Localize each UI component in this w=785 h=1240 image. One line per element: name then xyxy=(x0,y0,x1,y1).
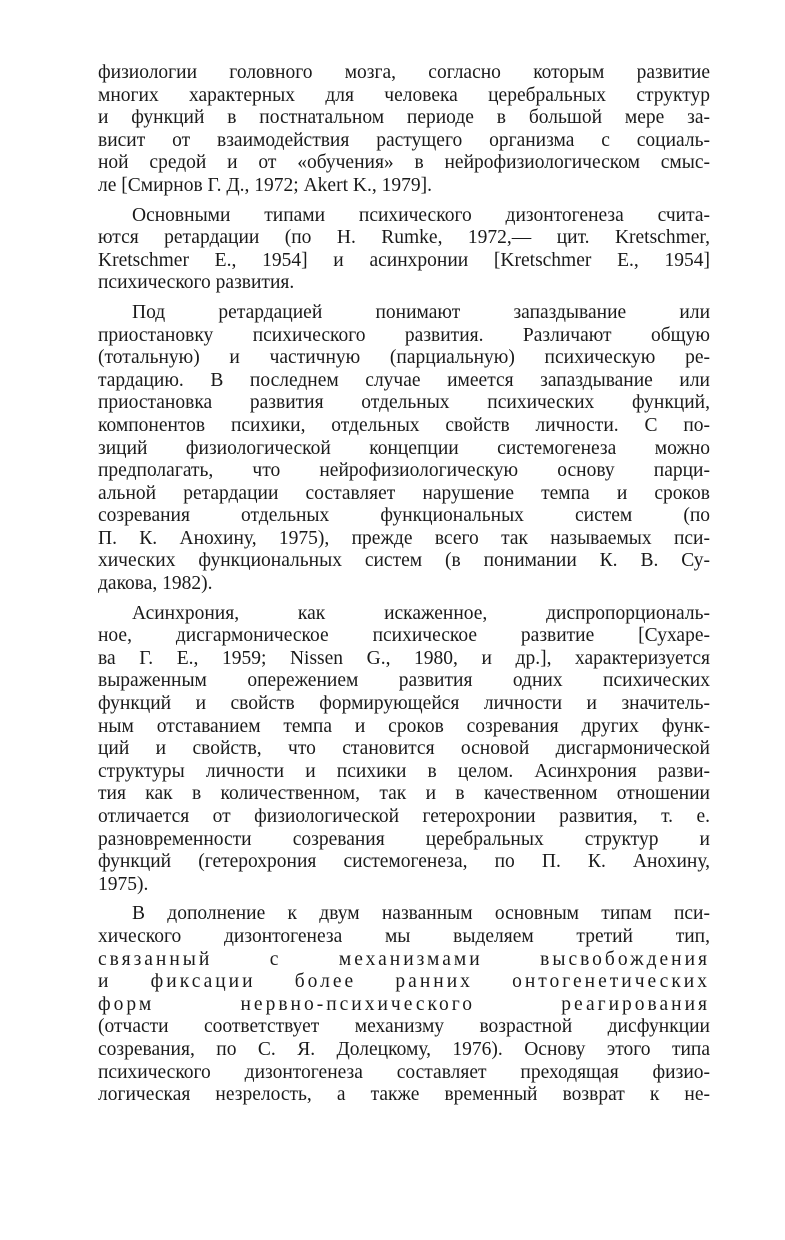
text-line: ной средой и от «обучения» в нейрофизиологическом смыс- xyxy=(98,152,710,174)
text-line: физиологии головного мозга, согласно которым развитие xyxy=(98,62,710,83)
text-line: созревания, по С. Я. Долецкому, 1976). Основу этого типа xyxy=(98,1038,710,1060)
text-line: тардацию. В последнем случае имеется запаздывание или xyxy=(98,369,710,391)
page xyxy=(98,62,710,1107)
paragraph-p1 xyxy=(98,62,710,198)
text-line: приостановку психического развития. Различают общую xyxy=(98,324,710,346)
text-line: и фиксации более ранних онтогенетических xyxy=(98,971,710,993)
text-line: хических функциональных систем (в понимании К. В. Су- xyxy=(98,550,710,572)
paragraph-p4 xyxy=(98,603,710,897)
text-line: ное, дисгармоническое психическое развитие [Сухаре- xyxy=(98,625,710,647)
text-line: Под ретардацией понимают запаздывание или xyxy=(132,301,710,323)
text-line: психического развития. xyxy=(98,272,295,294)
text-line: выраженным опережением развития одних психических xyxy=(98,670,710,692)
text-line: Основными типами психического дизонтогенеза счита- xyxy=(132,204,710,226)
text-line: приостановка развития отдельных психических функций, xyxy=(98,392,710,414)
document-body xyxy=(98,62,710,1107)
text-line: 1975). xyxy=(98,873,149,895)
text-line: ций и свойств, что становится основой дисгармонической xyxy=(98,738,710,760)
text-line: связанный с механизмами высвобождения xyxy=(98,948,710,970)
paragraph-p2 xyxy=(98,205,710,295)
text-line: хического дизонтогенеза мы выделяем третий тип, xyxy=(98,925,710,947)
text-line: созревания отдельных функциональных систем (по xyxy=(98,505,710,527)
text-line: (отчасти соответствует механизму возрастной дисфункции xyxy=(98,1016,710,1038)
text-line: структуры личности и психики в целом. Асинхрония разви- xyxy=(98,760,710,782)
text-line: Kretschmer E., 1954] и асинхронии [Kretschmer E., 1954] xyxy=(98,249,710,271)
text-line: и функций в постнатальном периоде в большой мере за- xyxy=(98,107,710,129)
text-line: дакова, 1982). xyxy=(98,573,213,595)
text-line: ва Г. Е., 1959; Nissen G., 1980, и др.], характеризуется xyxy=(98,647,710,669)
text-line: В дополнение к двум названным основным типам пси- xyxy=(132,903,710,925)
text-line: ле [Смирнов Г. Д., 1972; Akert K., 1979]. xyxy=(98,174,432,196)
text-line: тия как в количественном, так и в качественном отношении xyxy=(98,783,710,805)
text-line: Асинхрония, как искаженное, диспропорциональ- xyxy=(132,602,710,624)
text-line: психического дизонтогенеза составляет преходящая физио- xyxy=(98,1061,710,1083)
text-line: многих характерных для человека церебральных структур xyxy=(98,84,710,106)
text-line: функций и свойств формирующейся личности и значитель- xyxy=(98,693,710,715)
text-line: предполагать, что нейрофизиологическую основу парци- xyxy=(98,460,710,482)
text-line: разновременности созревания церебральных структур и xyxy=(98,828,710,850)
paragraph-p5 xyxy=(98,903,710,1106)
text-line: форм нервно-психического реагирования xyxy=(98,993,710,1015)
text-line: (тотальную) и частичную (парциальную) психическую ре- xyxy=(98,347,710,369)
paragraph-p3 xyxy=(98,302,710,596)
text-line: компонентов психики, отдельных свойств личности. С по- xyxy=(98,414,710,436)
text-line: логическая незрелость, а также временный возврат к не- xyxy=(98,1084,710,1106)
text-line: зиций физиологической концепции системогенеза можно xyxy=(98,437,710,459)
text-line: ются ретардации (по Н. Rumke, 1972,— цит. Kretschmer, xyxy=(98,227,710,249)
text-line: висит от взаимодействия растущего организма с социаль- xyxy=(98,129,710,151)
text-line: альной ретардации составляет нарушение темпа и сроков xyxy=(98,482,710,504)
text-line: функций (гетерохрония системогенеза, по П. К. Анохину, xyxy=(98,851,710,873)
text-line: П. К. Анохину, 1975), прежде всего так называемых пси- xyxy=(98,527,710,549)
text-line: ным отставанием темпа и сроков созревания других функ- xyxy=(98,715,710,737)
text-line: отличается от физиологической гетерохронии развития, т. е. xyxy=(98,806,710,827)
